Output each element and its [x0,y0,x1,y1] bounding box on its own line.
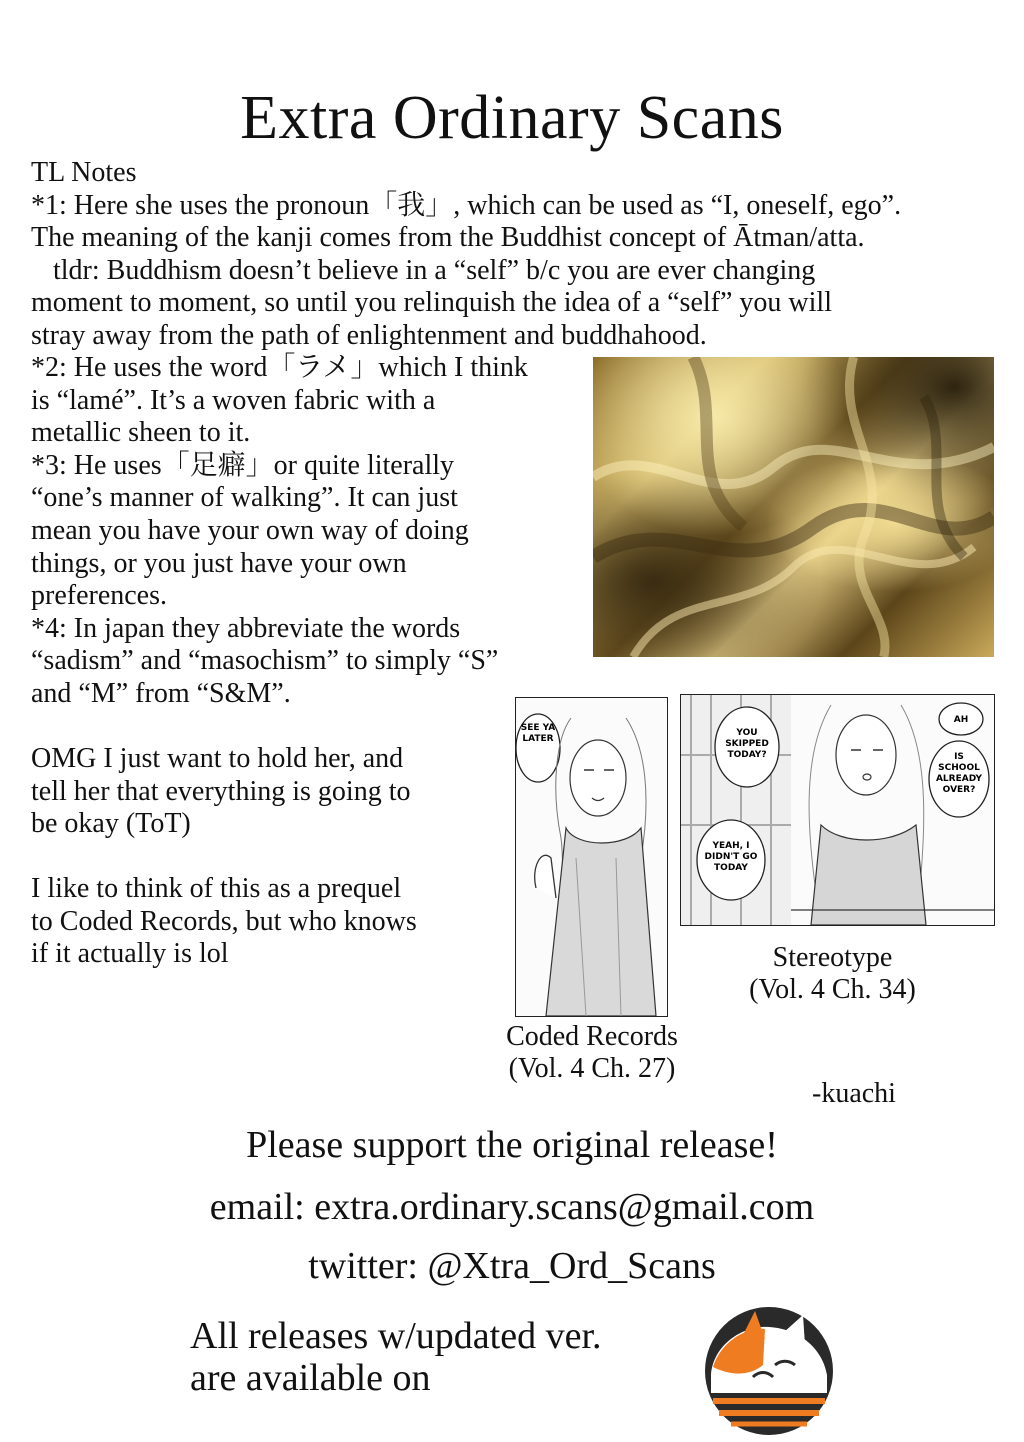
stereotype-caption [720,942,945,1006]
note-1-line-2: The meaning of the kanji comes from the Buddhist concept of Ātman/atta. [31,222,865,254]
omg-paragraph [31,743,591,841]
caption-volume: (Vol. 4 Ch. 27) [508,1053,676,1084]
stereotype-panel [680,694,995,926]
note-line: *4: In japan they abbreviate the words [31,612,461,644]
releases-line: All releases w/updated ver. [190,1315,602,1357]
note-line: “one’s manner of walking”. It can just [31,482,458,514]
prequel-line: if it actually is lol [31,938,229,970]
releases-line: are available on [190,1357,431,1399]
omg-line: be okay (ToT) [31,808,191,840]
bubble-text: TODAY? [727,750,767,760]
notes-column [31,352,591,711]
twitter-handle: twitter: @Xtra_Ord_Scans [308,1245,716,1287]
note-1-line-4: moment to moment, so until you relinquish the idea of a “self” you will [31,287,832,319]
tl-notes [31,157,1021,353]
omg-line: tell her that everything is going to [31,775,411,807]
bubble-text: IS [954,752,964,762]
note-1-line-1: *1: Here she uses the pronoun「我」, which can be used as “I, oneself, ego”. [31,189,902,221]
cat-logo-icon [703,1305,835,1437]
lame-fabric-photo [593,357,994,657]
bubble-text: ALREADY [935,774,983,784]
note-line: metallic sheen to it. [31,417,251,449]
note-line: is “lamé”. It’s a woven fabric with a [31,384,436,416]
prequel-line: to Coded Records, but who knows [31,905,417,937]
bubble-text: TODAY [714,863,748,873]
bubble-text: SKIPPED [725,739,769,749]
note-line: *2: He uses the word「ラメ」which I think [31,352,528,383]
contact-email: email: extra.ordinary.scans@gmail.com [209,1186,815,1228]
note-1-line-3: tldr: Buddhism doesn’t believe in a “self” b/c you are ever changing [53,254,816,286]
bubble-text: SEE YA [520,723,556,733]
note-line: things, or you just have your own [31,547,407,579]
bubble-text: AH [953,715,969,725]
bubble-text: DIDN'T GO [704,852,758,862]
note-line: “sadism” and “masochism” to simply “S” [31,645,499,677]
omg-line: OMG I just want to hold her, and [31,743,404,774]
notes-heading: TL Notes [31,157,137,188]
note-line: preferences. [31,580,168,612]
caption-title: Stereotype [772,942,893,973]
prequel-line: I like to think of this as a prequel [31,873,402,904]
coded-records-panel [515,697,668,1017]
note-line: and “M” from “S&M”. [31,677,291,709]
caption-volume: (Vol. 4 Ch. 34) [749,974,916,1005]
note-line: mean you have your own way of doing [31,514,469,546]
bubble-text: YOU [736,728,758,738]
coded-records-caption [472,1021,712,1085]
bubble-text: YEAH, I [712,841,750,851]
note-line: *3: He uses「足癖」or quite literally [31,449,455,481]
bubble-text: LATER [522,734,554,744]
bubble-text: OVER? [942,785,976,795]
caption-title: Coded Records [506,1021,678,1052]
page-title: Extra Ordinary Scans [240,84,784,152]
support-message: Please support the original release! [246,1124,778,1166]
bubble-text: SCHOOL [938,763,980,773]
signature: -kuachi [812,1078,896,1109]
prequel-paragraph [31,873,591,971]
note-1-line-5: stray away from the path of enlightenment and buddhahood. [31,319,707,351]
releases-notice [190,1315,602,1399]
